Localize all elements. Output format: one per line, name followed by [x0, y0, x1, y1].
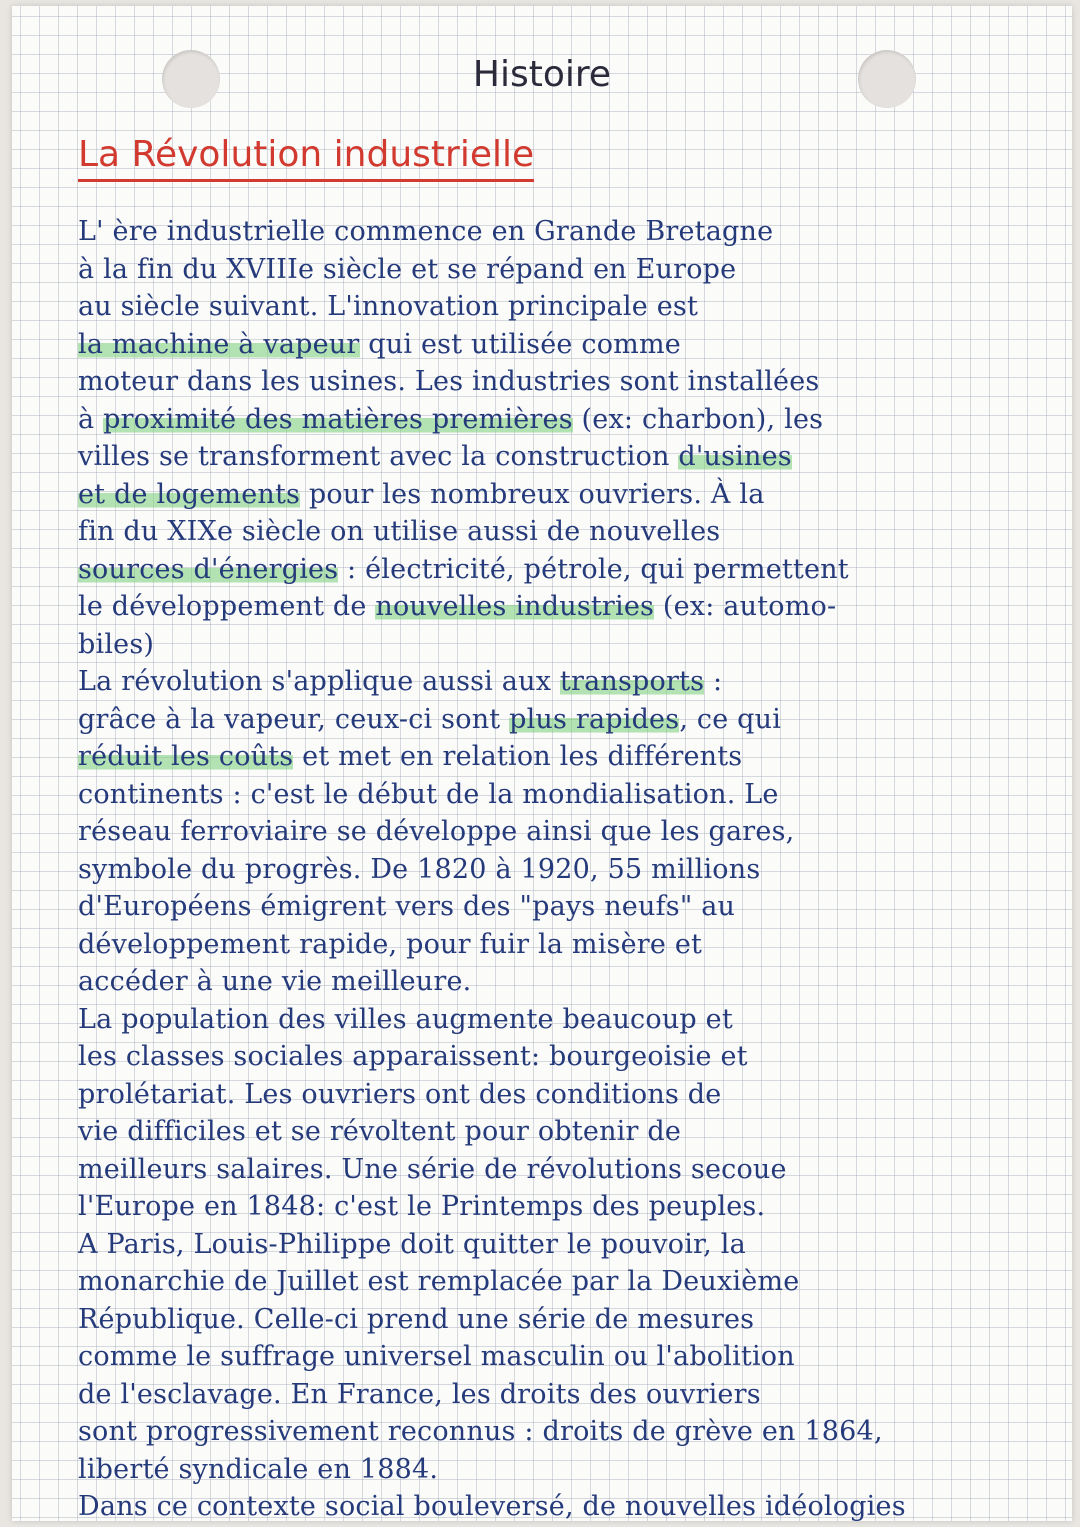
- text-line: [78, 513, 1063, 551]
- text-segment: développement rapide, pour fuir la misère et: [78, 928, 703, 960]
- highlighted-text: proximité des matières premières: [103, 403, 573, 435]
- text-segment: pour les nombreux ouvriers. À la: [300, 478, 765, 510]
- text-line: [78, 1451, 1063, 1489]
- notebook-page: [12, 6, 1072, 1521]
- text-line: [78, 476, 1063, 514]
- text-line: [78, 1338, 1063, 1376]
- text-line: [78, 1263, 1063, 1301]
- text-segment: :: [704, 666, 723, 697]
- text-line: [78, 1226, 1063, 1264]
- highlighted-text: plus rapides: [509, 703, 680, 735]
- text-segment: comme le suffrage universel masculin ou l'abolition: [78, 1341, 795, 1372]
- text-segment: réseau ferroviaire se développe ainsi que les gares,: [78, 816, 795, 847]
- text-segment: à: [78, 403, 104, 435]
- highlighted-text: nouvelles industries: [375, 591, 655, 622]
- text-line: [78, 663, 1063, 701]
- text-segment: : électricité, pétrole, qui permettent: [338, 553, 849, 585]
- highlighted-text: la machine à vapeur: [78, 328, 360, 360]
- text-line: [78, 963, 1063, 1001]
- text-segment: La population des villes augmente beaucoup et: [78, 1003, 733, 1035]
- text-segment: L' ère industrielle commence en Grande Bretagne: [78, 216, 774, 247]
- highlighted-text: réduit les coûts: [78, 741, 294, 772]
- text-line: [78, 251, 1063, 289]
- notes-body: [78, 213, 1063, 1521]
- text-segment: La révolution s'applique aussi aux: [78, 666, 560, 697]
- text-segment: au siècle suivant. L'innovation principale est: [78, 291, 699, 322]
- text-line: [78, 213, 1063, 251]
- text-line: [78, 813, 1063, 851]
- text-segment: A Paris, Louis-Philippe doit quitter le pouvoir, la: [78, 1228, 746, 1260]
- highlighted-text: et de logements: [78, 478, 301, 510]
- text-segment: (ex: charbon), les: [572, 403, 824, 435]
- text-segment: liberté syndicale en 1884.: [78, 1453, 439, 1485]
- text-line: [78, 738, 1063, 776]
- page-header-subject: Histoire: [472, 54, 612, 95]
- text-line: [78, 438, 1063, 476]
- text-segment: biles): [78, 628, 155, 660]
- text-line: [78, 888, 1063, 926]
- text-line: [78, 1413, 1063, 1451]
- text-line: [78, 401, 1063, 439]
- text-segment: les classes sociales apparaissent: bourgeoisie et: [78, 1041, 748, 1072]
- text-segment: villes se transforment avec la construction: [78, 441, 679, 472]
- text-segment: accéder à une vie meilleure.: [78, 966, 472, 997]
- text-line: [78, 851, 1063, 889]
- text-line: [78, 1001, 1063, 1039]
- text-line: [78, 326, 1063, 364]
- text-segment: et met en relation les différents: [293, 741, 743, 772]
- text-segment: à la fin du XVIIIe siècle et se répand en Europe: [78, 253, 737, 285]
- text-segment: vie difficiles et se révoltent pour obtenir de: [78, 1116, 682, 1147]
- text-segment: (ex: automo-: [654, 591, 837, 622]
- text-segment: de l'esclavage. En France, les droits des ouvriers: [78, 1378, 761, 1410]
- text-segment: l'Europe en 1848: c'est le Printemps des peuples.: [78, 1191, 766, 1222]
- text-segment: continents : c'est le début de la mondialisation. Le: [78, 778, 779, 810]
- text-segment: grâce à la vapeur, ceux-ci sont: [78, 703, 510, 735]
- text-segment: fin du XIXe siècle on utilise aussi de nouvelles: [78, 516, 721, 547]
- text-line: [78, 1076, 1063, 1114]
- text-line: [78, 1151, 1063, 1189]
- text-line: [78, 1376, 1063, 1414]
- text-segment: monarchie de Juillet est remplacée par la Deuxième: [78, 1266, 800, 1297]
- text-segment: d'Européens émigrent vers des "pays neufs" au: [78, 891, 736, 922]
- text-line: [78, 588, 1063, 626]
- text-line: [78, 288, 1063, 326]
- text-line: [78, 776, 1063, 814]
- text-line: [78, 1113, 1063, 1151]
- text-line: [78, 363, 1063, 401]
- text-segment: moteur dans les usines. Les industries sont installées: [78, 366, 820, 397]
- text-segment: symbole du progrès. De 1820 à 1920, 55 millions: [78, 853, 761, 885]
- text-segment: prolétariat. Les ouvriers ont des conditions de: [78, 1078, 722, 1110]
- text-line: [78, 1301, 1063, 1339]
- text-segment: sont progressivement reconnus : droits de grève en 1864,: [78, 1416, 883, 1447]
- page-title: La Révolution industrielle: [78, 134, 534, 182]
- text-segment: Dans ce contexte social bouleversé, de nouvelles idéologies: [78, 1491, 906, 1521]
- text-segment: République. Celle-ci prend une série de mesures: [78, 1303, 755, 1335]
- text-segment: , ce qui: [679, 703, 782, 735]
- text-line: [78, 1038, 1063, 1076]
- highlighted-text: sources d'énergies: [78, 553, 339, 585]
- text-segment: meilleurs salaires. Une série de révolutions secoue: [78, 1153, 787, 1185]
- text-line: [78, 701, 1063, 739]
- text-segment: qui est utilisée comme: [359, 328, 681, 360]
- text-line: [78, 926, 1063, 964]
- text-line: [78, 626, 1063, 664]
- highlighted-text: transports: [559, 666, 705, 697]
- text-line: [78, 551, 1063, 589]
- highlighted-text: d'usines: [678, 441, 792, 472]
- text-segment: le développement de: [78, 591, 376, 622]
- text-line: [78, 1488, 1063, 1521]
- text-line: [78, 1188, 1063, 1226]
